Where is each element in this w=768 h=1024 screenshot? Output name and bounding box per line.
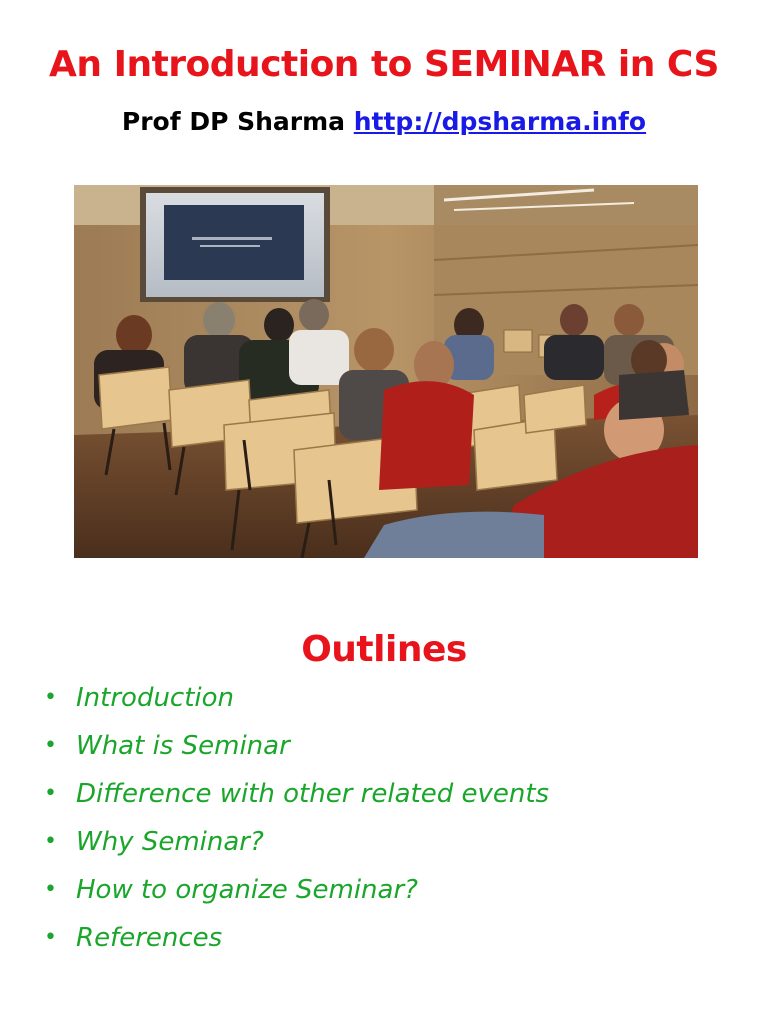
slide-title: An Introduction to SEMINAR in CS (49, 44, 719, 85)
outline-item-what-is-seminar (44, 726, 549, 774)
outline-item-difference (44, 774, 549, 822)
bullet-icon: • (44, 733, 57, 758)
outline-list (44, 678, 549, 966)
outline-item-label: Introduction (76, 683, 235, 713)
bullet-icon: • (44, 829, 57, 854)
outline-item-label: Why Seminar? (76, 827, 264, 857)
bullet-icon: • (44, 781, 57, 806)
outline-item-label: How to organize Seminar? (76, 875, 418, 905)
outline-item-how-to-organize (44, 870, 549, 918)
bullet-icon: • (44, 685, 57, 710)
classroom-illustration (74, 185, 698, 558)
bullet-icon: • (44, 925, 57, 950)
classroom-photo (74, 185, 698, 558)
bullet-icon: • (44, 877, 57, 902)
outline-item-introduction (44, 678, 549, 726)
outline-item-references (44, 918, 549, 966)
outline-item-label: References (76, 923, 223, 953)
outline-item-why-seminar (44, 822, 549, 870)
author-line (0, 107, 768, 136)
outline-item-label: What is Seminar (76, 731, 290, 761)
outline-item-label: Difference with other related events (76, 779, 550, 809)
outline-heading: Outlines (301, 629, 467, 670)
author-name: Prof DP Sharma (121, 107, 346, 136)
author-website-link[interactable]: http://dpsharma.info (353, 107, 647, 136)
